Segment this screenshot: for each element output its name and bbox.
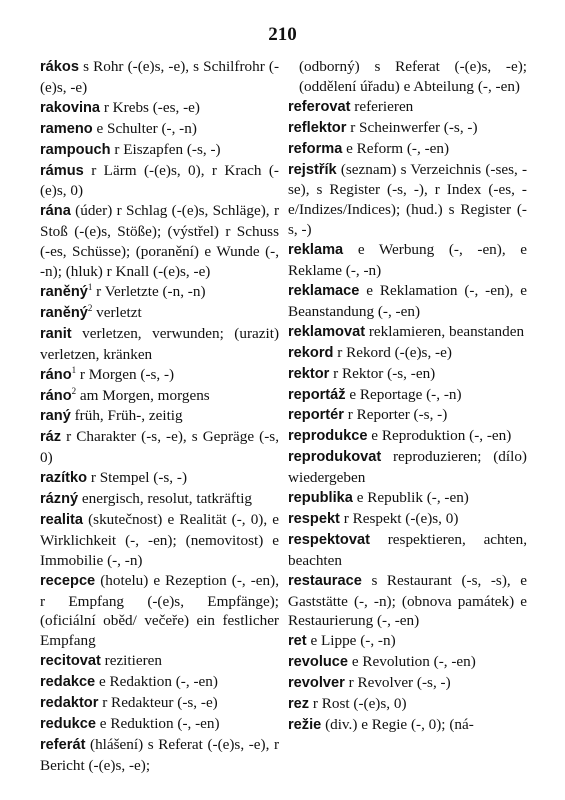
entry-headword: realita (40, 511, 83, 528)
entry-translation: r Verletzte (-n, -n) (96, 282, 206, 300)
entry-translation: reklamieren, beanstanden (368, 322, 525, 340)
entry-translation: r Revolver (-s, -) (348, 674, 451, 692)
entry-headword: reportáž (288, 386, 346, 403)
dictionary-entry (288, 509, 527, 530)
entry-translation: e Republik (-, -en) (356, 489, 469, 507)
entry-translation: respektieren, achten, beachten (288, 530, 527, 569)
dictionary-entry (40, 427, 279, 468)
dictionary-entry (40, 324, 279, 365)
dictionary-entry (40, 651, 279, 672)
entry-translation: e Redaktion (-, -en) (98, 673, 218, 691)
entry-headword: rekord (288, 344, 334, 361)
entry-headword: rámus (40, 162, 84, 179)
entry-translation: (skutečnost) e Realität (-, 0), e Wirklichkeit (-, -en); (nemovitost) e Immobilie (-, -n) (40, 510, 280, 569)
entry-translation: e Lippe (-, -n) (310, 632, 396, 650)
dictionary-entry (288, 118, 527, 139)
dictionary-entry (40, 386, 279, 407)
dictionary-entry (40, 140, 279, 161)
entry-translation: r Rost (-(e)s, 0) (312, 695, 407, 713)
right-column (288, 57, 527, 736)
entry-headword: ráno (40, 366, 72, 383)
dictionary-entry (288, 405, 527, 426)
entry-translation: r Lärm (-(e)s, 0), r Krach (-(e)s, 0) (40, 161, 279, 200)
entry-translation: verletzen, verwunden; (urazit) verletzen, kränken (40, 324, 279, 363)
dictionary-entry (288, 57, 527, 97)
entry-translation: r Morgen (-s, -) (79, 365, 175, 383)
entry-headword: respekt (288, 510, 340, 527)
dictionary-entry (288, 281, 527, 322)
entry-translation: (hotelu) e Rezeption (-, -en), r Empfang (-(e)s, Empfänge); (oficiální oběd/ večeře) ein festlicher Empfang (40, 571, 279, 650)
dictionary-entry (40, 693, 279, 714)
dictionary-entry (40, 119, 279, 140)
entry-translation: r Scheinwerfer (-s, -) (350, 118, 478, 136)
dictionary-entry (288, 240, 527, 281)
entry-translation: r Rektor (-s, -en) (333, 364, 436, 382)
entry-translation: (úder) r Schlag (-(e)s, Schläge), r Stoß (-(e)s, Stöße); (výstřel) r Schuss (-es, Schüsse); (poranění) e Wunde (-, -n); (hluk) r Knall (-(e)s, -e) (40, 202, 279, 281)
homonym-number: 1 (71, 364, 77, 375)
dictionary-entry (40, 672, 279, 693)
dictionary-entry (288, 673, 527, 694)
entry-headword: respektovat (288, 531, 370, 548)
dictionary-entry (40, 365, 279, 386)
page-number: 210 (268, 24, 297, 45)
entry-headword: ranit (40, 325, 72, 342)
entry-headword: reprodukce (288, 428, 368, 445)
entry-headword: referovat (288, 98, 351, 115)
dictionary-entry (288, 571, 527, 632)
dictionary-entry (288, 364, 527, 385)
entry-translation: verletzt (96, 303, 142, 321)
left-column (40, 57, 279, 776)
entry-headword: restaurace (288, 572, 362, 589)
dictionary-entry (288, 385, 527, 406)
dictionary-entry (288, 652, 527, 673)
dictionary-entry (288, 694, 527, 715)
dictionary-entry (288, 530, 527, 571)
entry-translation: (hlášení) s Referat (-(e)s, -e), r Bericht (-(e)s, -e); (40, 735, 280, 774)
entry-headword: ret (288, 633, 307, 650)
entry-headword: referát (40, 736, 86, 753)
dictionary-entry (40, 303, 279, 324)
dictionary-entry (40, 282, 279, 303)
dictionary-entry (40, 406, 279, 427)
dictionary-entry (40, 98, 279, 119)
entry-headword: recitovat (40, 653, 101, 670)
entry-headword: rejstřík (288, 161, 337, 178)
entry-headword: rákos (40, 59, 79, 75)
entry-translation: r Redakteur (-s, -e) (102, 694, 218, 712)
entry-headword: rameno (40, 120, 93, 137)
entry-headword: raněný (40, 283, 88, 300)
entry-headword: rakovina (40, 99, 101, 116)
dictionary-entry (40, 468, 279, 489)
entry-headword: revoluce (288, 654, 349, 671)
entry-headword: ráno (40, 387, 72, 404)
entry-translation: am Morgen, morgens (79, 386, 210, 404)
dictionary-entry (40, 510, 279, 571)
entry-headword: reklamovat (288, 323, 366, 340)
entry-translation: r Stempel (-s, -) (90, 469, 188, 487)
dictionary-entry (288, 631, 527, 652)
entry-headword: reklama (288, 242, 344, 259)
dictionary-entry (288, 426, 527, 447)
entry-headword: reklamace (288, 282, 360, 299)
entry-translation: energisch, resolut, tatkräftig (81, 490, 253, 508)
entry-translation: r Eiszapfen (-s, -) (114, 140, 221, 158)
entry-translation: (odborný) s Referat (-(e)s, -e); (oddělení úřadu) e Abteilung (-, -en) (299, 58, 527, 95)
dictionary-entry (40, 571, 279, 652)
entry-headword: reflektor (288, 119, 347, 136)
entry-translation: e Reproduktion (-, -en) (371, 427, 512, 445)
dictionary-entry (288, 139, 527, 160)
entry-headword: redakce (40, 674, 96, 691)
entry-headword: rázný (40, 491, 79, 508)
dictionary-entry (40, 714, 279, 735)
homonym-number: 2 (71, 385, 77, 396)
entry-translation: r Krebs (-es, -e) (103, 98, 200, 116)
entry-translation: (div.) e Regie (-, 0); (ná- (325, 716, 474, 733)
entry-headword: republika (288, 490, 353, 507)
entry-translation: e Schulter (-, -n) (96, 119, 197, 137)
dictionary-entry (288, 715, 527, 736)
entry-translation: (seznam) s Verzeichnis (-ses, -se), s Register (-s, -), r Index (-es, -e/Indizes/Indices); (hud.) s Register (-s, -) (288, 160, 528, 239)
entry-translation: r Respekt (-(e)s, 0) (343, 509, 459, 527)
dictionary-entry (40, 735, 279, 776)
entry-headword: redukce (40, 716, 96, 732)
dictionary-entry (40, 57, 279, 98)
entry-translation: s Restaurant (-s, -s), e Gaststätte (-, -n); (obnova památek) e Restaurierung (-, -en) (288, 571, 528, 630)
dictionary-entry (288, 343, 527, 364)
homonym-number: 2 (87, 302, 93, 313)
dictionary-entry (40, 489, 279, 510)
entry-headword: recepce (40, 572, 96, 589)
entry-translation: r Reporter (-s, -) (347, 406, 448, 424)
entry-translation: e Reform (-, -en) (346, 139, 450, 157)
entry-headword: rampouch (40, 141, 111, 158)
dictionary-entry (288, 160, 527, 241)
entry-headword: razítko (40, 470, 88, 487)
entry-headword: reprodukovat (288, 449, 382, 466)
entry-translation: e Reklamation (-, -en), e Beanstandung (-, -en) (288, 281, 528, 320)
entry-headword: režie (288, 717, 322, 733)
entry-translation: s Rohr (-(e)s, -e), s Schilfrohr (-(e)s, -e) (40, 58, 279, 96)
entry-translation: e Revolution (-, -en) (351, 653, 476, 671)
dictionary-entry (288, 322, 527, 343)
entry-headword: raněný (40, 304, 88, 321)
homonym-number: 1 (87, 281, 93, 292)
entry-translation: e Werbung (-, -en), e Reklame (-, -n) (288, 241, 527, 280)
entry-translation: r Rekord (-(e)s, -e) (337, 343, 452, 361)
entry-translation: früh, Früh-, zeitig (74, 407, 183, 425)
entry-translation: reproduzieren; (dílo) wiedergeben (288, 448, 527, 487)
entry-headword: redaktor (40, 695, 99, 712)
entry-translation: rezitieren (104, 652, 162, 670)
dictionary-entry (288, 488, 527, 509)
entry-translation: r Charakter (-s, -e), s Gepräge (-s, 0) (40, 428, 279, 467)
entry-translation: e Reduktion (-, -en) (99, 715, 220, 732)
entry-translation: referieren (354, 97, 414, 115)
entry-headword: raný (40, 408, 71, 425)
dictionary-entry (288, 97, 527, 118)
entry-headword: rez (288, 696, 310, 713)
entry-headword: revolver (288, 675, 345, 692)
entry-headword: ráz (40, 429, 62, 446)
entry-headword: rána (40, 203, 71, 220)
dictionary-entry (40, 201, 279, 282)
entry-headword: rektor (288, 365, 330, 382)
dictionary-entry (288, 447, 527, 488)
entry-headword: reforma (288, 140, 343, 157)
entry-headword: reportér (288, 407, 344, 424)
entry-translation: e Reportage (-, -n) (349, 385, 462, 403)
dictionary-entry (40, 161, 279, 202)
